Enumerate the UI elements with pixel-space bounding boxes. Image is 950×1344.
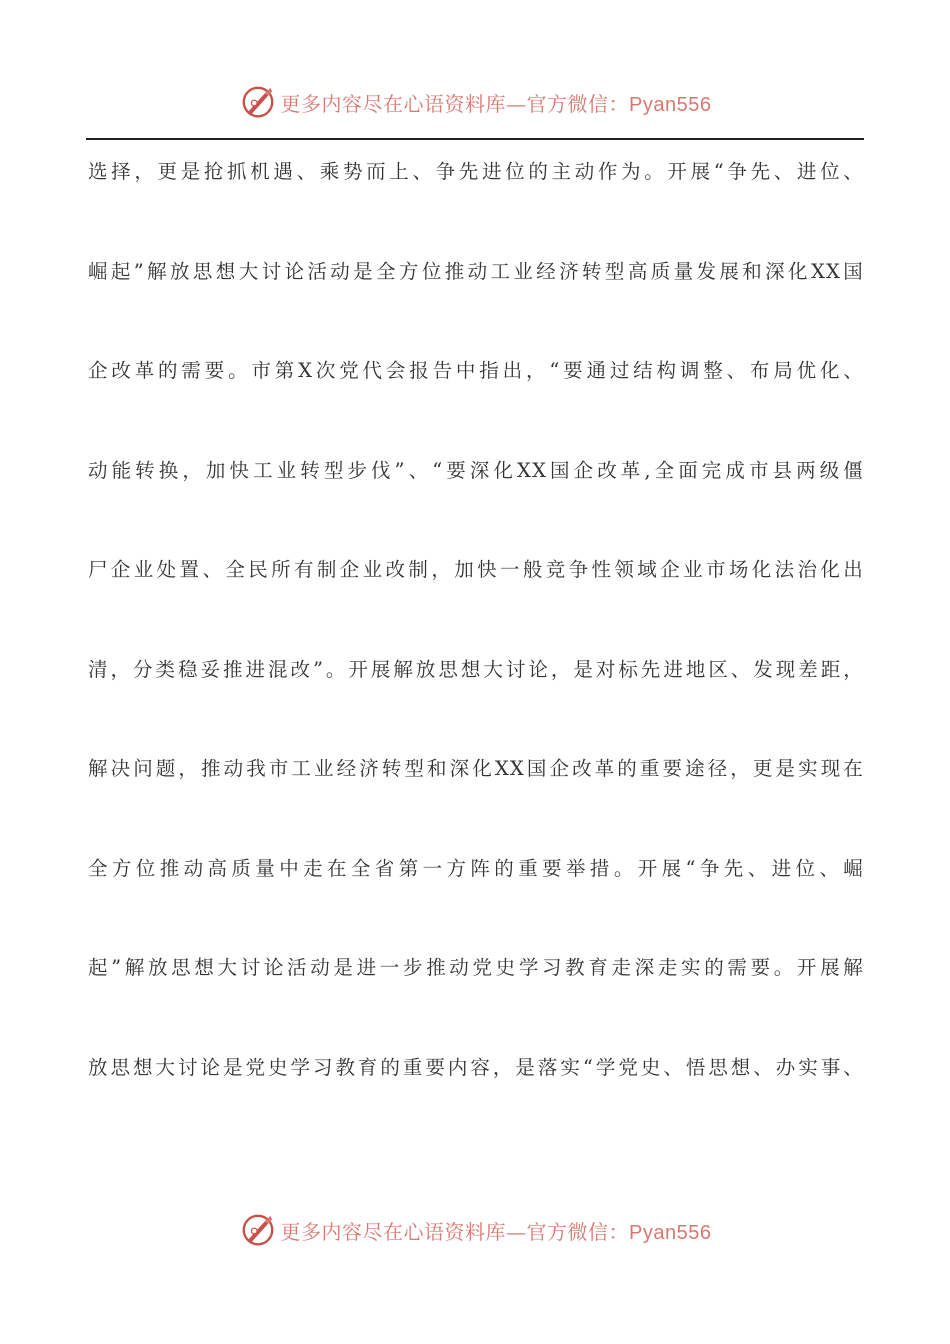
- banner-text: 更多内容尽在心语资料库—官方微信：Pyan556: [280, 91, 712, 116]
- body-line: 放思想大讨论是党史学习教育的重要内容，是落实“学党史、悟思想、办实事、: [88, 1055, 864, 1079]
- header-rule: [86, 138, 864, 140]
- pen-logo-icon: [239, 83, 277, 121]
- body-line: 清，分类稳妥推进混改”。开展解放思想大讨论，是对标先进地区、发现差距，: [88, 657, 864, 681]
- pen-logo-icon: [239, 1211, 277, 1249]
- body-line: 企改革的需要。市第X次党代会报告中指出，“要通过结构调整、布局优化、: [88, 359, 864, 382]
- banner-text: 更多内容尽在心语资料库—官方微信：Pyan556: [280, 1219, 712, 1244]
- body-line: 解决问题，推动我市工业经济转型和深化XX国企改革的重要途径，更是实现在: [88, 757, 864, 780]
- body-line: 选择，更是抢抓机遇、乘势而上、争先进位的主动作为。开展“争先、进位、: [88, 160, 864, 183]
- body-line: 全方位推动高质量中走在全省第一方阵的重要举措。开展“争先、进位、崛: [88, 856, 864, 880]
- body-line: 动能转换，加快工业转型步伐”、“要深化XX国企改革,全面完成市县两级僵: [88, 458, 864, 482]
- document-body: [88, 150, 864, 1145]
- body-line: 尸企业处置、全民所有制企业改制，加快一般竞争性领域企业市场化法治化出: [88, 558, 864, 581]
- footer-banner: [0, 1208, 950, 1252]
- body-line: 崛起”解放思想大讨论活动是全方位推动工业经济转型高质量发展和深化XX国: [88, 259, 864, 283]
- header-banner: [0, 80, 950, 124]
- body-line: 起”解放思想大讨论活动是进一步推动党史学习教育走深走实的需要。开展解: [88, 956, 864, 979]
